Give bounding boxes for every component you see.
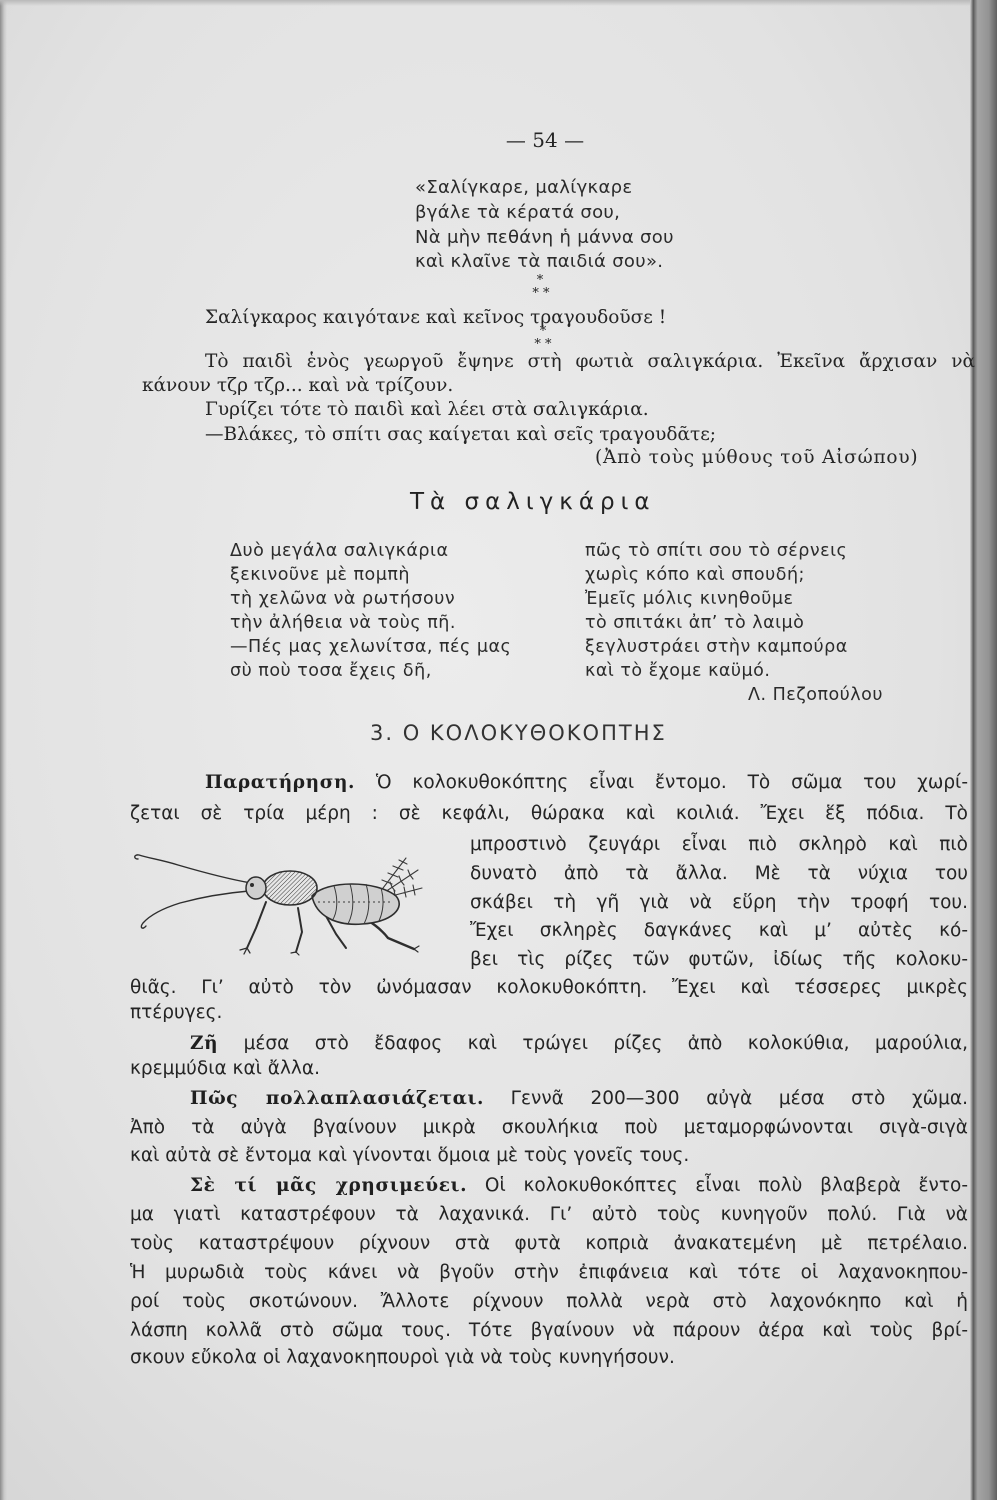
paragraph-line: ζεται σὲ τρία μέρη : σὲ κεφάλι, θώρακα καὶ κοιλιά. Ἔχει ἕξ πόδια. Τὸ <box>130 803 968 824</box>
paragraph-line: σκάβει τὴ γῆ γιὰ νὰ εὕρη τὴν τροφή του. <box>470 892 968 913</box>
paragraph-line <box>190 1172 968 1200</box>
scan-edge-right-binding <box>970 0 997 1500</box>
paragraph-line: Ἔχει σκληρὲς δαγκάνες καὶ μ’ αὐτὲς κό- <box>470 920 968 941</box>
paragraph-line <box>190 1085 968 1113</box>
paragraph-line: βει τὶς ρίζες τῶν φυτῶν, ἰδίως τῆς κολοκυ- <box>470 949 968 970</box>
line-text: Γεννᾶ 200—300 αὐγὰ μέσα στὸ χῶμα. <box>510 1088 968 1109</box>
fable-source: (Ἀπὸ τοὺς μύθους τοῦ Αἰσώπου) <box>595 447 919 468</box>
paragraph-line: θιᾶς. Γι’ αὐτὸ τὸν ὠνόμασαν κολοκυθοκόπτη. Ἔχει καὶ τέσσερες μικρὲς <box>130 977 968 998</box>
cricket-hind-claw <box>414 946 419 952</box>
paragraph-line: καὶ αὐτὰ σὲ ἔντομα καὶ γίνονται ὅμοια μὲ τοὺς γονεῖς τους. <box>130 1145 690 1166</box>
poem-line: —Πές μας χελωνίτσα, πές μας <box>230 637 512 657</box>
reproduction-label: Πῶς πολλαπλασιάζεται. <box>190 1088 485 1109</box>
line-text: μέσα στὸ ἔδαφος καὶ τρώγει ρίζες ἀπὸ κολοκύθια, μαρούλια, <box>243 1033 968 1054</box>
poem-line: Δυὸ μεγάλα σαλιγκάρια <box>230 541 449 561</box>
poem-line: χωρὶς κόπο καὶ σπουδή; <box>585 565 805 585</box>
paragraph-line: τοὺς καταστρέψουν ρίχνουν στὰ φυτὰ κοπριὰ ἀνακατεμένη μὲ πετρέλαιο. <box>130 1233 968 1254</box>
cricket-thorax <box>263 871 317 905</box>
poem-line: Ἐμεῖς μόλις κινηθοῦμε <box>585 589 794 609</box>
rhyme-line: βγάλε τὰ κέρατά σου, <box>415 202 621 223</box>
rhyme-line: «Σαλίγκαρε, μαλίγκαρε <box>415 177 633 198</box>
paragraph-line: δυνατὸ ἀπὸ τὰ ἄλλα. Μὲ τὰ νύχια του <box>470 863 968 884</box>
paragraph-line: Ἡ μυρωδιὰ τοὺς κάνει νὰ βγοῦν στὴν ἐπιφάνεια καὶ τότε οἱ λαχανοκηπου- <box>130 1262 968 1283</box>
poem-line: τὴ χελῶνα νὰ ρωτήσουν <box>230 589 456 609</box>
asterism-bottom: * * <box>534 337 552 352</box>
poem-line: τὴν ἀλήθεια νὰ τοὺς πῆ. <box>230 613 456 633</box>
cricket-lower-antenna <box>141 891 249 928</box>
poem-line: ξεγλυστράει στὴν καμπούρα <box>585 637 848 657</box>
scan-edge-top <box>0 0 997 6</box>
page-number: — 54 — <box>505 128 585 152</box>
cricket-eye <box>250 883 254 887</box>
cricket-middle-claw <box>291 952 299 955</box>
asterism-bottom: * * <box>532 286 550 301</box>
paragraph-line: ροί τοὺς σκοτώνουν. Ἄλλοτε ρίχνουν πολλὰ νερὰ στὸ λαχονόκηπο καὶ ἡ <box>130 1291 968 1312</box>
poem-author: Λ. Πεζοπούλου <box>748 685 883 705</box>
habitat-label: Ζῆ <box>190 1033 219 1054</box>
lesson-heading: 3. Ο ΚΟΛΟΚΥΘΟΚΟΠΤΗΣ <box>370 721 667 745</box>
cricket-abdomen <box>312 884 399 924</box>
paragraph-line: Ἀπὸ τὰ αὐγὰ βγαίνουν μικρὰ σκουλήκια ποὺ μεταμορφώνονται σιγὰ-σιγὰ <box>130 1117 968 1138</box>
usefulness-label: Σὲ τί μᾶς χρησιμεύει. <box>190 1175 468 1196</box>
cricket-upper-antenna <box>135 855 251 883</box>
paragraph-line: λάσπη κολλᾶ στὸ σῶμα τους. Τότε βγαίνουν νὰ πάρουν ἀέρα καὶ τοὺς βρί- <box>130 1320 968 1341</box>
line-text: Ὁ κολοκυθοκόπτης εἶναι ἔντομο. Τὸ σῶμα του χωρί- <box>375 772 968 793</box>
paragraph-line: μπροστινὸ ζευγάρι εἶναι πιὸ σκληρὸ καὶ πιὸ <box>470 834 968 855</box>
poem-line: σὺ ποὺ τοσα ἔχεις δῆ, <box>230 661 432 681</box>
cricket-head <box>246 877 266 899</box>
rhyme-line: καὶ κλαῖνε τὰ παιδιά σου». <box>415 251 664 272</box>
paragraph-line: μα γιατὶ καταστρέφουν τὰ λαχανικά. Γι’ αὐτὸ τοὺς κυνηγοῦν πολύ. Γιὰ νὰ <box>130 1204 968 1225</box>
poem-title: Τὰ σαλιγκάρια <box>410 489 656 515</box>
asterism-top: * <box>539 324 547 339</box>
paragraph-line: πτέρυγες. <box>130 1002 223 1023</box>
scan-edge-left <box>0 0 7 1500</box>
cricket-middle-leg <box>296 908 302 952</box>
rhyme-line: Νὰ μὴν πεθάνη ἡ μάννα σου <box>415 227 674 248</box>
paragraph-line <box>205 769 968 797</box>
saying-line: Σαλίγκαρος καιγότανε καὶ κεῖνος τραγουδοῦσε ! <box>205 307 667 328</box>
asterism-top: * <box>536 273 544 288</box>
cricket-front-leg <box>247 902 266 948</box>
cricket-front-claw <box>240 948 250 954</box>
fable-line: —Βλάκες, τὸ σπίτι σας καίγεται καὶ σεῖς τραγουδᾶτε; <box>205 424 717 445</box>
line-text: Οἱ κολοκυθοκόπτες εἶναι πολὺ βλαβερὰ ἔντο- <box>484 1175 968 1196</box>
cricket-antennae <box>135 855 251 928</box>
poem-line: ξεκινοῦνε μὲ πομπὴ <box>230 565 411 585</box>
fable-line: Γυρίζει τότε τὸ παιδὶ καὶ λέει στὰ σαλιγκάρια. <box>205 399 649 420</box>
poem-line: πῶς τὸ σπίτι σου τὸ σέρνεις <box>585 541 848 561</box>
fable-line: Τὸ παιδὶ ἑνὸς γεωργοῦ ἔψηνε στὴ φωτιὰ σαλιγκάρια. Ἐκεῖνα ἄρχισαν νὰ <box>205 351 975 372</box>
paragraph-line <box>190 1030 968 1058</box>
paragraph-line: σκουν εὔκολα οἱ λαχανοκηπουροὶ γιὰ νὰ τοὺς κυνηγήσουν. <box>130 1347 675 1368</box>
observation-label: Παρατήρηση. <box>205 772 356 793</box>
mole-cricket-illustration <box>130 850 440 965</box>
paragraph-line: κρεμμύδια καὶ ἄλλα. <box>130 1058 320 1079</box>
poem-line: καὶ τὸ ἔχομε καϋμό. <box>585 661 771 681</box>
poem-line: τὸ σπιτάκι ἀπ’ τὸ λαιμὸ <box>585 613 805 633</box>
fable-line: κάνουν τζρ τζρ... καὶ νὰ τρίζουν. <box>142 375 454 396</box>
